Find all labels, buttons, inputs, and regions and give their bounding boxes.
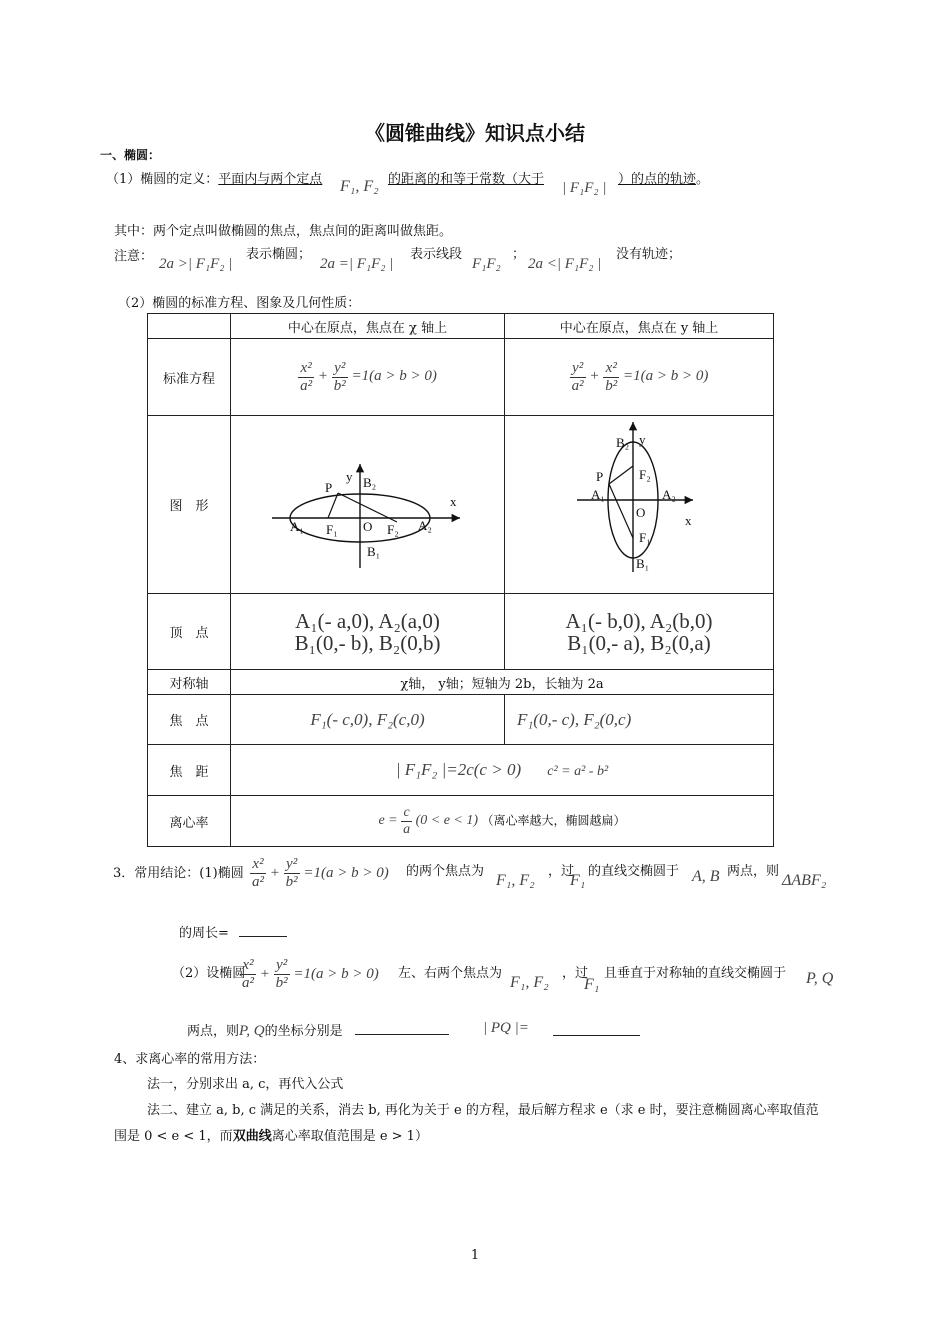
fig2-b2-label: B₂	[616, 435, 630, 450]
row-label-figure: 图 形	[148, 416, 231, 594]
figure-y-axis	[505, 416, 774, 594]
def-part1: 平面内与两个定点	[218, 172, 323, 187]
note3-text: 没有轨迹；	[616, 247, 682, 262]
c2-text2: ，过	[562, 966, 589, 981]
c2-text3: 且垂直于对称轴的直线交椭圆于	[604, 966, 787, 981]
perimeter-answer-blank[interactable]	[239, 936, 287, 937]
c2-foci: F₁, F₂	[510, 974, 549, 991]
c2-equation: $\frac{\text{x²}}{\text{a²}}$ + $\frac{\text{y²}}{\text{b²}}$ =1(a > b > 0)	[242, 957, 379, 991]
c1-perimeter-label: 的周长=	[179, 926, 229, 941]
frac-x2-a2: $\frac{\text{x²}}{\text{a²}}$	[300, 359, 313, 394]
ecc-note: （离心率越大，椭圆越扁）	[481, 813, 626, 828]
ecc-range: (0 < e < 1)	[415, 813, 479, 829]
c2-pq: P, Q	[806, 970, 834, 987]
ellipse-y-diagram	[505, 416, 773, 589]
fig2-b1-label: B₁	[636, 556, 650, 571]
fig1-b1-label: B₁	[366, 544, 380, 559]
c1-foci: F₁, F₂	[496, 872, 535, 889]
fig1-f2-label: F₂	[386, 522, 399, 537]
c1-ab: A, B	[692, 868, 720, 885]
fig1-f1-label: F₁	[325, 522, 338, 537]
c2-pq-length: | PQ |=	[483, 1020, 529, 1036]
equation-x-axis: $\frac{\text{x²}}{\text{a²}}$ + $\frac{\text{y²}}{\text{b²}}$ =1(a > b > 0)	[231, 339, 505, 416]
fig2-f1-label: F₁	[639, 530, 651, 545]
row-label-vertex: 顶 点	[148, 594, 231, 670]
foci-note: 其中：两个定点叫做椭圆的焦点，焦点间的距离叫做焦距。	[114, 224, 453, 239]
fig1-p-label: P	[324, 480, 332, 495]
note2-segment: F₁F₂	[472, 256, 501, 272]
header-empty	[148, 314, 231, 339]
page-title: 《圆锥曲线》知识点小结	[365, 121, 585, 145]
vertex1-line2: B₁(0,- b), B₂(0,b)	[294, 630, 441, 655]
def-math2: | F₁F₂ |	[562, 180, 607, 196]
method2-line2a: 围是 0 < e < 1，而	[114, 1129, 233, 1144]
note-label: 注意：	[114, 249, 154, 264]
c2-prefix: （2）设椭圆	[172, 966, 246, 981]
c2-line2	[187, 1020, 449, 1040]
vertex-y-axis	[505, 594, 774, 670]
method1: 法一，分别求出 a, c，再代入公式	[147, 1077, 344, 1092]
note1-text: 表示椭圆；	[246, 247, 312, 262]
conclusion-line1	[113, 862, 244, 881]
def-part3: ）的点的轨迹	[618, 172, 697, 187]
fig2-a2-label: A₂	[662, 487, 676, 502]
def-label: （1）椭圆的定义：	[106, 172, 219, 187]
focus-x-axis: F₁(- c,0), F₂(c,0)	[231, 695, 505, 745]
c1-equation: $\frac{\text{x²}}{\text{a²}}$ + $\frac{\text{y²}}{\text{b²}}$ =1(a > b > 0)	[252, 856, 389, 890]
c1-text4: 两点，则	[727, 864, 780, 879]
focus-y-axis: F₁(0,- c), F₂(0,c)	[505, 695, 774, 745]
c2-text1: 左、右两个焦点为	[398, 966, 503, 981]
section1-heading: 一、椭圆：	[100, 148, 161, 162]
c1-perimeter	[179, 922, 287, 941]
pq-length-blank[interactable]	[553, 1020, 640, 1036]
method2-line2b: 离心率取值范围是 e > 1）	[271, 1129, 428, 1144]
frac-x2-b2: $\frac{\text{x²}}{\text{b²}}$	[605, 359, 618, 394]
eq2-rest: =1(a > b > 0)	[623, 368, 709, 385]
ellipse-properties-table	[147, 313, 774, 847]
fig1-o-label: O	[362, 519, 372, 534]
section3-heading: 3．常用结论：	[113, 866, 200, 881]
vertex2-line1: A₁(- b,0), A₂(b,0)	[565, 608, 713, 633]
ecc-lhs: e =	[378, 813, 398, 829]
row-label-equation: 标准方程	[148, 339, 231, 416]
c2-f1: F₁	[584, 976, 600, 993]
def-end: 。	[696, 172, 710, 187]
ellipse-x-diagram	[232, 416, 504, 589]
c1-text3: 的直线交椭圆于	[588, 864, 680, 879]
note3-math: 2a <| F₁F₂ |	[528, 256, 602, 272]
vertex2-line2: B₁(0,- a), B₂(0,a)	[567, 630, 711, 655]
frac-y2-b2: $\frac{\text{y²}}{\text{b²}}$	[333, 359, 346, 394]
definition-line	[106, 168, 322, 187]
symmetry-value: χ轴， y轴；短轴为 2b，长轴为 2a	[231, 670, 774, 695]
vertex1-line1: A₁(- a,0), A₂(a,0)	[295, 608, 440, 633]
focal-distance-value	[231, 745, 774, 796]
c2-line2b: 的坐标分别是	[264, 1024, 343, 1039]
c2-line2a: 两点，则	[187, 1024, 240, 1039]
row-label-symmetry: 对称轴	[148, 670, 231, 695]
section2-heading: （2）椭圆的标准方程、图象及几何性质：	[118, 296, 361, 311]
note2-text: 表示线段	[410, 247, 463, 262]
note1-math: 2a >| F₁F₂ |	[159, 256, 233, 272]
c1-text2: ，过	[548, 864, 575, 879]
fig2-o-label: O	[636, 505, 646, 520]
eq1-rest: =1(a > b > 0)	[351, 368, 437, 385]
c1-text1: 的两个焦点为	[406, 864, 485, 879]
fig2-p-label: P	[596, 469, 604, 484]
fig2-a1-label: A₁	[591, 487, 605, 502]
fig1-a2-label: A₂	[417, 518, 432, 533]
col1-header: 中心在原点，焦点在 χ 轴上	[231, 314, 505, 339]
fig1-x-label: x	[449, 494, 456, 509]
fig2-x-label: x	[685, 513, 692, 528]
note2-math: 2a =| F₁F₂ |	[320, 256, 394, 272]
fig2-y-label: y	[639, 432, 646, 447]
eccentricity-value	[231, 796, 774, 847]
equation-y-axis: $\frac{\text{y²}}{\text{a²}}$ + $\frac{\text{x²}}{\text{b²}}$ =1(a > b > 0)	[505, 339, 774, 416]
def-math1: F₁, F₂	[340, 178, 379, 195]
fig1-y-label: y	[345, 469, 352, 484]
fig1-a1-label: A₁	[289, 519, 304, 534]
row-label-focal-distance: 焦 距	[148, 745, 231, 796]
fig1-b2-label: B₂	[362, 475, 376, 490]
focal-relation: c² = a² - b²	[547, 764, 609, 779]
row-label-focus: 焦 点	[148, 695, 231, 745]
vertex-x-axis	[231, 594, 505, 670]
c2-line2-pq: P, Q	[239, 1023, 265, 1039]
method2-hyperbola: 双曲线	[232, 1129, 272, 1144]
page-number: 1	[470, 1248, 480, 1263]
focal-text: | F₁F₂ |=2c(c > 0)	[395, 760, 522, 779]
frac-y2-a2: $\frac{\text{y²}}{\text{a²}}$	[571, 359, 584, 394]
c1-f1: F₁	[570, 872, 586, 889]
fig2-f2-label: F₂	[639, 467, 651, 482]
section4-heading: 4、求离心率的常用方法：	[114, 1052, 266, 1067]
c1-triangle: ΔABF₂	[782, 872, 827, 889]
def-tail	[618, 168, 709, 187]
note-separator: ；	[512, 247, 526, 262]
pf1-segment	[609, 484, 633, 538]
method2-line2	[114, 1125, 428, 1144]
def-part2: 的距离的和等于常数（大于	[388, 172, 545, 187]
col2-header: 中心在原点，焦点在 y 轴上	[505, 314, 774, 339]
c1-prefix: (1)椭圆	[199, 866, 244, 881]
pq-length-answer	[553, 1020, 640, 1036]
method2-line1: 法二、建立 a, b, c 满足的关系，消去 b, 再化为关于 e 的方程，最后解方程求 e（求 e 时，要注意椭圆离心率取值范	[147, 1103, 819, 1118]
figure-x-axis	[231, 416, 505, 594]
pq-coordinates-blank[interactable]	[355, 1034, 449, 1035]
ecc-fraction: $\frac{c}{a}$	[403, 804, 411, 837]
row-label-eccentricity: 离心率	[148, 796, 231, 847]
